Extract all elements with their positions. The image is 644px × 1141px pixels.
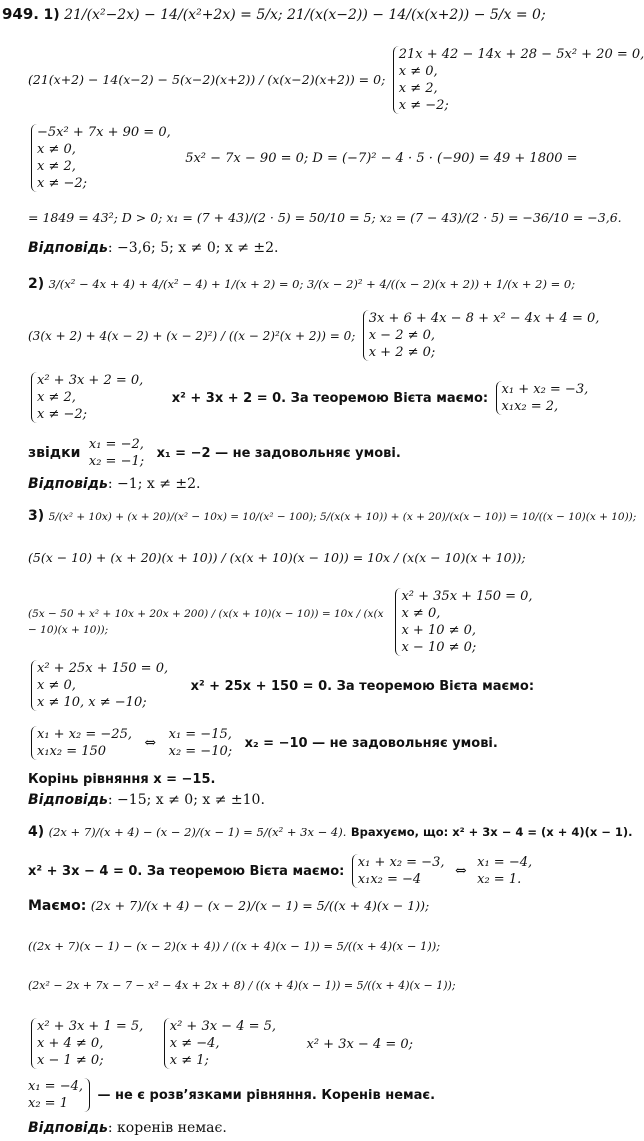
part2-system-1	[363, 310, 600, 361]
part4-sys2-row-0: x² + 3x − 4 = 5,	[169, 1019, 277, 1034]
part4-vieta-block	[28, 854, 532, 888]
part3-vieta-text: x² + 25x + 150 = 0. За теоремою Вієта маємо:	[190, 678, 535, 694]
part4-note: — не є розв’язками рівняння. Коренів немає.	[97, 1088, 436, 1103]
part4-have-label: Маємо:	[28, 898, 87, 914]
part2-whence-block	[28, 436, 401, 470]
part2-whence-row-0: x₁ = −2,	[88, 437, 144, 452]
part3-combined2-block	[28, 588, 533, 656]
part1-sys2-row-0: −5x² + 7x + 90 = 0,	[37, 125, 171, 140]
part2-label: 2)	[28, 276, 45, 292]
part4-sys1-row-2: x − 1 ≠ 0;	[37, 1053, 104, 1068]
problem-number: 949.	[2, 5, 40, 23]
part2-sys1-row-1: x − 2 ≠ 0,	[368, 328, 436, 343]
part1-answer	[28, 240, 279, 256]
part4-have-line	[28, 898, 429, 914]
part3-sys1-row-1: x ≠ 0,	[401, 606, 441, 621]
part4-roots-system	[477, 854, 532, 888]
part1-roots: = 1849 = 43²; D > 0; x₁ = (7 + 43)/(2 · 5) = 50/10 = 5; x₂ = (7 − 43)/(2 · 5) = −36/10 = −3,6.	[28, 210, 622, 225]
part4-arrow: ⇔	[454, 863, 467, 879]
part3-vieta-block	[28, 726, 498, 760]
part4-sys2-row-2: x ≠ 1;	[169, 1053, 209, 1068]
part4-system-1	[31, 1018, 143, 1069]
part4-vieta-system	[352, 854, 445, 888]
part4-answer	[28, 1120, 227, 1136]
part2-system2-block	[28, 372, 588, 423]
part4-vieta-row-0: x₁ + x₂ = −3,	[357, 855, 445, 870]
part2-system-2	[31, 372, 143, 423]
part3-vieta-system	[31, 726, 132, 760]
part4-final-equation: x² + 3x − 4 = 0;	[306, 1036, 414, 1052]
part2-combined-fraction: (3(x + 2) + 4(x − 2) + (x − 2)²) / ((x − 2)²(x + 2)) = 0;	[28, 328, 356, 343]
part3-roots-row-0: x₁ = −15,	[168, 727, 232, 742]
part3-roots-system	[169, 726, 233, 760]
part4-vieta-row-1: x₁x₂ = −4	[357, 872, 422, 887]
part2-sys1-row-0: 3x + 6 + 4x − 8 + x² − 4x + 4 = 0,	[368, 311, 600, 326]
part3-system2-block	[28, 660, 534, 711]
part2-equation-line	[28, 276, 575, 292]
part4-system-2	[164, 1018, 276, 1069]
part4-roots-row-0: x₁ = −4,	[477, 855, 533, 870]
part3-system-1	[395, 588, 532, 656]
part3-equation-line	[28, 508, 636, 525]
part1-sys2-row-1: x ≠ 0,	[37, 142, 76, 157]
part1-discriminant: 5x² − 7x − 90 = 0; D = (−7)² − 4 · 5 · (−90) = 49 + 1800 =	[185, 151, 578, 166]
part2-answer-label: Відповідь	[28, 476, 108, 492]
part4-vieta-text: x² + 3x − 4 = 0. За теоремою Вієта маємо:	[28, 864, 345, 879]
part4-systems-block	[28, 1018, 413, 1069]
part2-sys2-row-2: x ≠ −2;	[37, 407, 88, 422]
part3-root-line: Корінь рівняння x = −15.	[28, 772, 216, 787]
part1-combined-fraction: (21(x+2) − 14(x−2) − 5(x−2)(x+2)) / (x(x−2)(x+2)) = 0;	[28, 72, 386, 87]
part2-equation: 3/(x² − 4x + 4) + 4/(x² − 4) + 1/(x + 2) = 0; 3/(x − 2)² + 4/((x − 2)(x + 2)) + 1/(x + 2) = 0;	[48, 277, 576, 291]
part2-vieta-text: x² + 3x + 2 = 0. За теоремою Вієта маємо:	[171, 390, 489, 406]
part1-answer-label: Відповідь	[28, 240, 108, 256]
part1-system-1	[393, 46, 644, 114]
part4-final-roots	[28, 1078, 90, 1112]
part1-sys2-row-3: x ≠ −2;	[37, 176, 88, 191]
part4-roots-row-1: x₂ = 1.	[477, 872, 522, 887]
part3-sys2-row-2: x ≠ 10, x ≠ −10;	[37, 695, 147, 710]
part2-whence-label: звідки	[28, 445, 81, 461]
part3-sys2-row-0: x² + 25x + 150 = 0,	[37, 661, 169, 676]
part1-sys1-row-3: x ≠ −2;	[398, 98, 449, 113]
part2-answer	[28, 476, 200, 492]
part2-vieta-row-0: x₁ + x₂ = −3,	[501, 381, 589, 397]
part3-roots-row-1: x₂ = −10;	[168, 744, 233, 759]
part1-sys1-row-0: 21x + 42 − 14x + 28 − 5x² + 20 = 0,	[398, 47, 644, 62]
part4-sys1-row-1: x + 4 ≠ 0,	[37, 1036, 104, 1051]
part2-combined-block	[28, 310, 599, 361]
part3-sys1-row-2: x + 10 ≠ 0,	[401, 623, 477, 638]
part3-answer-text: : −15; x ≠ 0; x ≠ ±10.	[107, 792, 265, 808]
part1-sys1-row-2: x ≠ 2,	[398, 81, 438, 96]
part4-answer-label: Відповідь	[28, 1120, 108, 1136]
part2-vieta-row-1: x₁x₂ = 2,	[501, 398, 559, 414]
part4-sys1-row-0: x² + 3x + 1 = 5,	[37, 1019, 144, 1034]
part3-answer	[28, 792, 265, 808]
part4-final-root-0: x₁ = −4,	[28, 1079, 83, 1094]
part3-equation: 5/(x² + 10x) + (x + 20)/(x² − 10x) = 10/(x² − 100); 5/(x(x + 10)) + (x + 20)/(x(x − 10)) = 10/((x − 10)(x + 10));	[48, 511, 637, 523]
part1-equation: 21/(x²−2x) − 14/(x²+2x) = 5/x; 21/(x(x−2)) − 14/(x(x+2)) − 5/x = 0;	[64, 7, 546, 23]
part4-sys2-row-1: x ≠ −4,	[169, 1036, 220, 1051]
part4-have-equation: (2x + 7)/(x + 4) − (x − 2)/(x − 1) = 5/((x + 4)(x − 1));	[90, 898, 430, 913]
part1-answer-text: : −3,6; 5; x ≠ 0; x ≠ ±2.	[107, 240, 279, 256]
part4-equation-line	[28, 824, 633, 840]
part2-vieta-system	[496, 381, 589, 415]
part4-equation: (2x + 7)/(x + 4) − (x − 2)/(x − 1) = 5/(x² + 3x − 4).	[48, 825, 347, 839]
part1-equation-line	[2, 6, 546, 23]
part4-final-block	[28, 1078, 435, 1112]
part2-sys2-row-0: x² + 3x + 2 = 0,	[37, 373, 144, 388]
part1-sys1-row-1: x ≠ 0,	[398, 64, 438, 79]
part2-whence-system	[89, 436, 144, 470]
part2-answer-text: : −1; x ≠ ±2.	[107, 476, 201, 492]
part4-combined-2: (2x² − 2x + 7x − 7 − x² − 4x + 2x + 8) / ((x + 4)(x − 1)) = 5/((x + 4)(x − 1));	[28, 979, 456, 992]
part3-arrow: ⇔	[144, 735, 157, 751]
part2-whence-row-1: x₂ = −1;	[88, 454, 145, 469]
part1-label: 1)	[43, 7, 60, 23]
part1-sys2-row-2: x ≠ 2,	[37, 159, 76, 174]
part3-system-2	[31, 660, 168, 711]
part3-sys2-row-1: x ≠ 0,	[37, 678, 76, 693]
part1-system-2	[31, 124, 171, 192]
part4-consider: Врахуємо, що: x² + 3x − 4 = (x + 4)(x − 1).	[350, 825, 633, 839]
part2-sys1-row-2: x + 2 ≠ 0;	[368, 345, 436, 360]
part4-answer-text: : коренів немає.	[107, 1120, 227, 1136]
part4-combined-1: ((2x + 7)(x − 1) − (x − 2)(x + 4)) / ((x + 4)(x − 1)) = 5/((x + 4)(x − 1));	[28, 939, 441, 953]
part1-system2-block	[28, 124, 578, 192]
part3-combined-2: (5x − 50 + x² + 10x + 20x + 200) / (x(x + 10)(x − 10)) = 10x / (x(x − 10)(x + 10));	[28, 608, 384, 636]
part2-note: x₁ = −2 — не задовольняє умові.	[156, 446, 401, 461]
part3-combined-1: (5(x − 10) + (x + 20)(x + 10)) / (x(x + 10)(x − 10)) = 10x / (x(x − 10)(x + 10));	[28, 550, 526, 565]
part3-vieta-row-0: x₁ + x₂ = −25,	[37, 727, 132, 742]
part3-sys1-row-0: x² + 35x + 150 = 0,	[401, 589, 533, 604]
part3-label: 3)	[28, 508, 45, 524]
part3-answer-label: Відповідь	[28, 792, 108, 808]
part3-note: x₂ = −10 — не задовольняє умові.	[244, 736, 498, 751]
part3-sys1-row-3: x − 10 ≠ 0;	[401, 640, 477, 655]
part1-combined-block	[28, 46, 644, 114]
part4-label: 4)	[28, 824, 45, 840]
part3-vieta-row-1: x₁x₂ = 150	[37, 744, 107, 759]
part4-final-root-1: x₂ = 1	[28, 1096, 68, 1111]
part2-sys2-row-1: x ≠ 2,	[37, 390, 76, 405]
